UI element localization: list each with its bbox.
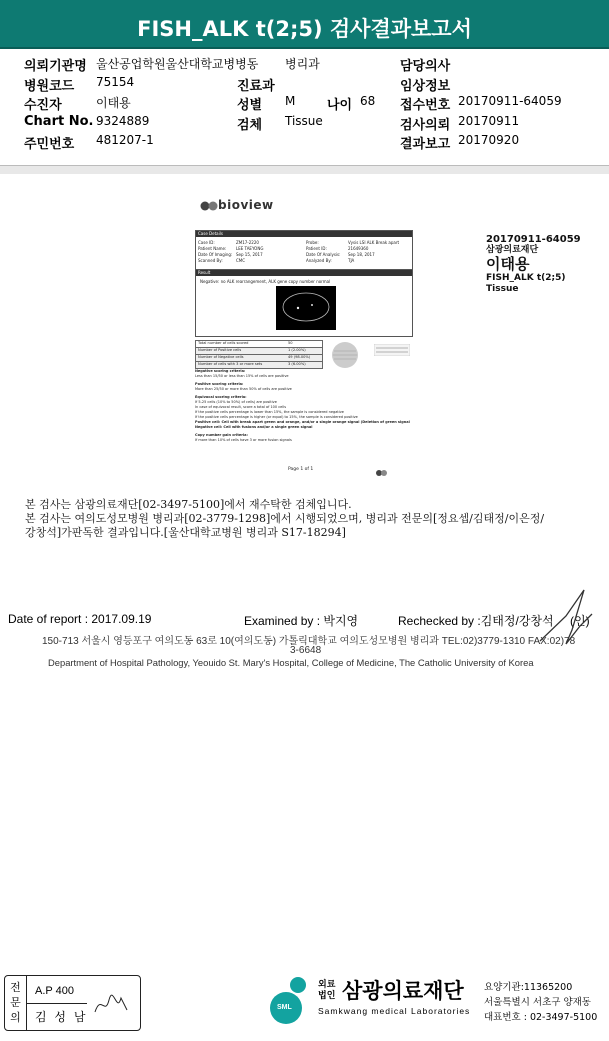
counts-row (195, 355, 323, 362)
sex-value: M (285, 94, 296, 108)
report-title-bar (0, 0, 609, 49)
criteria-line: If 5-25 cells (10% to 50%) of cells) are positive (195, 400, 277, 404)
case-cell: Sep 15, 2017 (236, 252, 263, 257)
case-cell: Sep 18, 2017 (348, 252, 375, 257)
corporate-mark-1: 외료 (318, 980, 336, 990)
examined-by: Examined by : 박지영 (244, 614, 359, 628)
date-of-report: Date of report : 2017.09.19 (8, 612, 152, 626)
sml-logo-icon (268, 976, 312, 1026)
result-header: Result (196, 270, 412, 276)
patient-value: 이태용 (96, 96, 131, 110)
doctor-name: 김 성 남 (35, 1010, 88, 1024)
sample-name: 이태용 (486, 255, 530, 273)
bioview-logo-text: bioview (218, 198, 274, 212)
case-cell: ZM17-2220 (236, 240, 259, 245)
case-cell: Scanned By: (198, 258, 223, 263)
case-cell: Case ID: (198, 240, 215, 245)
corporate-mark (318, 980, 335, 1002)
note-line-2: 본 검사는 여의도성모병원 병리과[02-3779-1298]에서 시행되었으며, 병리과 전문의[정요셉/김태정/이은정/ (25, 512, 545, 525)
case-cell: Date Of Imaging: (198, 252, 233, 257)
counts-value: 50 (288, 341, 293, 345)
org-name: 삼광의료재단 (342, 979, 464, 1003)
result-box (195, 269, 413, 337)
case-details-box (195, 230, 413, 270)
report-date-value: 20170920 (458, 133, 520, 147)
case-details-header: Case Details (196, 231, 412, 237)
receipt-value: 20170911-64059 (458, 94, 562, 108)
counts-row (195, 362, 323, 369)
chart-value: 9324889 (96, 114, 150, 128)
criteria-line: Copy number gain criteria: (195, 433, 248, 437)
cell-thumbnail (329, 341, 361, 369)
patient-info-section (0, 52, 609, 164)
embedded-fish-report (192, 185, 417, 477)
specialist-label (5, 976, 27, 1030)
org-code: 요양기관:11365200 (484, 982, 573, 993)
sample-specimen: Tissue (486, 284, 519, 294)
result-text: Negative: no ALK rearrangement, ALK gene copy number normal (200, 279, 331, 284)
case-cell: TJA (348, 258, 355, 263)
criteria-line: Less than 15/50 or less than 15% of cells are positive (195, 374, 289, 378)
criteria-line: If the positive cells percentage is lower than 15%, the sample is considered negative (195, 410, 344, 414)
criteria-line: Positive cell: Cell with break apart green and orange, and/or a single orange signal (Deletion of green signal (195, 420, 410, 424)
case-cell: Patient ID: (306, 246, 327, 251)
institution-value: 울산공업학원울산대학교병병동 (96, 57, 259, 71)
counts-row (195, 348, 323, 355)
counts-value: 3 (6.00%) (288, 362, 306, 366)
receipt-label: 접수번호 (400, 98, 451, 113)
case-cell: Vysis LSI ALK Break apart (348, 240, 400, 245)
counts-label: Number of cells with 3 or more sets (198, 362, 263, 366)
criteria-line: In case of equivocal result, score a total of 100 cells (195, 405, 287, 409)
bioview-small-logo (374, 467, 392, 479)
sample-label (486, 234, 581, 295)
hospital-code-value: 75154 (96, 75, 135, 89)
corporate-mark-2: 법인 (318, 991, 336, 1001)
criteria-line: Negative scoring criteria: (195, 369, 246, 373)
specimen-label: 검체 (237, 118, 263, 133)
sample-org: 삼광의료재단 (486, 245, 539, 255)
age-value: 68 (360, 94, 376, 108)
stamp-char-2: 문 (10, 996, 21, 1009)
case-cell: LEE TAEYONG (236, 246, 264, 251)
request-date-value: 20170911 (458, 114, 520, 128)
report-title: FISH_ALK t(2;5) 검사결과보고서 (137, 17, 472, 41)
address-line-2: 3-6648 (290, 645, 322, 656)
doctor-label: 담당의사 (400, 59, 451, 74)
case-cell: CMC (236, 258, 246, 263)
counts-label: Number of Positive cells (198, 348, 242, 352)
specialist-stamp-box (4, 975, 141, 1031)
patient-label: 수진자 (24, 98, 62, 113)
age-label: 나이 (327, 98, 353, 113)
chart-label: Chart No. (24, 114, 94, 129)
doctor-signature (93, 990, 129, 1020)
counts-value: 49 (98.00%) (288, 355, 311, 359)
criteria-line: More than 25/50 or more than 50% of cells are positive (195, 387, 292, 391)
counts-label: Number of Negative cells (198, 355, 244, 359)
stamp-divider (27, 1003, 87, 1004)
legend-thumbnail (374, 344, 410, 356)
note-line-1: 본 검사는 삼광의료재단[02-3497-5100]에서 재수탁한 검체입니다. (25, 498, 352, 511)
institution-label: 의뢰기관명 (24, 59, 87, 74)
sex-label: 성별 (237, 98, 263, 113)
department-value: 병리과 (285, 57, 320, 71)
report-date-label: 결과보고 (400, 137, 451, 152)
stamp-char-1: 전 (10, 981, 21, 994)
id-label: 주민번호 (24, 137, 75, 152)
sml-logo-text: SML (277, 1004, 292, 1011)
org-contact (484, 980, 597, 1025)
counts-row (195, 340, 323, 348)
criteria-line: If the positive cells percentage is higher (or equal) to 15%, the sample is considered positive (195, 415, 358, 419)
criteria-line: Equivocal scoring criteria: (195, 395, 247, 399)
note-line-3: 강창석]가판독한 결과입니다.[울산대학교병원 병리과 S17-18294] (25, 526, 346, 539)
sample-test: FISH_ALK t(2;5) (486, 273, 566, 283)
case-cell: 21649360 (348, 246, 369, 251)
case-cell: Probe: (306, 240, 319, 245)
org-phone: 대표번호 : 02-3497-5100 (484, 1012, 598, 1023)
org-address: 서울특별시 서초구 양재동 (484, 997, 591, 1008)
case-cell: Analyzed By: (306, 258, 332, 263)
page-number: Page 1 of 1 (288, 467, 314, 472)
bioview-logo-icon (200, 197, 218, 215)
counts-label: Total number of cells scored (198, 341, 249, 345)
rechecked-by: Rechecked by :김태정/강창석 (398, 614, 554, 628)
stamp-char-3: 의 (10, 1011, 21, 1024)
case-cell: Date Of Analysis: (306, 252, 341, 257)
address-line-1: 150-713 서울시 영등포구 여의도동 63로 10(여의도동) 가톨릭대학교 여의도성모병원 병리과 TEL:02)3779-1310 FAX:02)78 (42, 636, 576, 647)
request-date-label: 검사의뢰 (400, 118, 451, 133)
org-english: Samkwang medical Laboratories (318, 1006, 471, 1016)
section-band (0, 166, 609, 174)
criteria-line: Negative cell: Cell with fusions and/or a single green signal (195, 425, 313, 429)
seal-mark: (인) (570, 614, 590, 628)
sample-number: 20170911-64059 (486, 234, 581, 245)
counts-table (195, 340, 323, 369)
id-value: 481207-1 (96, 133, 154, 147)
specimen-value: Tissue (285, 114, 323, 128)
hospital-code-label: 병원코드 (24, 79, 75, 94)
case-cell: Patient Name: (198, 246, 227, 251)
counts-value: 1 (2.00%) (288, 348, 306, 352)
criteria-line: If more than 10% of cells have 3 or more fusion signals (195, 438, 292, 442)
clinical-info-label: 임상정보 (400, 79, 451, 94)
ap-number: A.P 400 (35, 985, 74, 997)
criteria-line: Positive scoring criteria: (195, 382, 244, 386)
cell-image (276, 286, 336, 330)
department-line: Department of Hospital Pathology, Yeouido St. Mary's Hospital, College of Medicine, The Catholic University of Korea (48, 657, 534, 668)
clinic-label: 진료과 (237, 79, 275, 94)
